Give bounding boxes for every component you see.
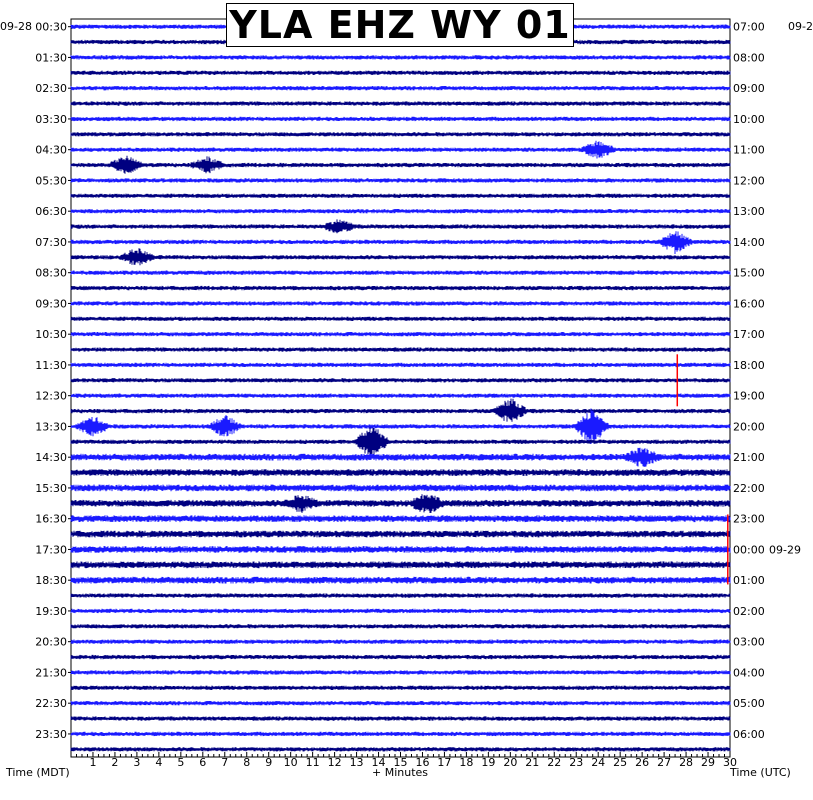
left-time-label: 13:30 <box>35 420 67 434</box>
left-time-label: 09:30 <box>35 297 67 311</box>
right-time-label: 12:00 <box>733 174 765 188</box>
x-tick-label: 19 <box>481 756 496 769</box>
right-time-label: 21:00 <box>733 451 765 465</box>
left-time-label: 17:30 <box>35 543 67 557</box>
left-time-label: 06:30 <box>35 205 67 219</box>
right-time-label: 18:00 <box>733 358 765 372</box>
x-tick-label: 25 <box>613 756 628 769</box>
chart-title: YLA EHZ WY 01 <box>226 3 574 47</box>
x-tick-label: 22 <box>547 756 562 769</box>
x-tick-label: 26 <box>635 756 650 769</box>
x-tick-label: 9 <box>265 756 273 769</box>
left-time-label: 08:30 <box>35 266 67 280</box>
x-tick-label: 7 <box>221 756 229 769</box>
x-tick-label: 16 <box>415 756 430 769</box>
right-time-label: 00:00 <box>733 543 765 557</box>
left-time-label: 00:30 <box>35 20 67 34</box>
left-time-label: 22:30 <box>35 697 67 711</box>
left-time-label: 21:30 <box>35 666 67 680</box>
left-time-label: 20:30 <box>35 635 67 649</box>
left-time-label: 05:30 <box>35 174 67 188</box>
right-time-label: 04:00 <box>733 666 765 680</box>
right-time-labels <box>733 21 801 741</box>
left-time-label: 12:30 <box>35 389 67 403</box>
x-tick-label: 11 <box>305 756 320 769</box>
x-tick-label: 12 <box>327 756 342 769</box>
x-tick-label: 1 <box>89 756 97 769</box>
x-tick-label: 3 <box>133 756 141 769</box>
x-tick-label: 23 <box>569 756 584 769</box>
plot-border <box>71 19 730 757</box>
right-time-label: 23:00 <box>733 512 765 526</box>
left-axis-label: Time (MDT) <box>6 766 70 779</box>
left-time-label: 04:30 <box>35 143 67 157</box>
right-time-label: 14:00 <box>733 235 765 249</box>
right-time-label: 11:00 <box>733 143 765 157</box>
right-time-label: 10:00 <box>733 112 765 126</box>
right-time-label: 01:00 <box>733 574 765 588</box>
left-time-label: 01:30 <box>35 51 67 65</box>
right-axis-label: Time (UTC) <box>730 766 791 779</box>
left-time-label: 14:30 <box>35 451 67 465</box>
x-tick-label: 29 <box>701 756 716 769</box>
left-time-label: 07:30 <box>35 235 67 249</box>
x-tick-label: 18 <box>459 756 474 769</box>
x-tick-label: 4 <box>155 756 163 769</box>
right-time-label: 16:00 <box>733 297 765 311</box>
x-tick-label: 27 <box>657 756 672 769</box>
x-tick-label: 20 <box>503 756 518 769</box>
left-time-label: 19:30 <box>35 604 67 618</box>
seismic-trace-30 <box>71 469 730 476</box>
left-time-label: 03:30 <box>35 112 67 126</box>
x-axis-label: + Minutes <box>372 766 429 779</box>
seismic-trace-35 <box>71 546 730 553</box>
right-time-label: 03:00 <box>733 635 765 649</box>
left-time-labels <box>35 21 71 741</box>
x-tick-label: 17 <box>437 756 452 769</box>
left-time-label: 15:30 <box>35 481 67 495</box>
right-date-change-label: 09-29 <box>769 543 801 557</box>
x-tick-label: 8 <box>243 756 251 769</box>
x-tick-label: 2 <box>111 756 119 769</box>
x-tick-label: 21 <box>525 756 540 769</box>
x-tick-label: 28 <box>679 756 694 769</box>
plot-frame <box>71 19 730 757</box>
right-time-label: 05:00 <box>733 697 765 711</box>
right-time-label: 19:00 <box>733 389 765 403</box>
right-date-label: 09-2 <box>788 20 813 33</box>
right-time-label: 06:00 <box>733 727 765 741</box>
left-time-label: 18:30 <box>35 574 67 588</box>
left-time-label: 23:30 <box>35 727 67 741</box>
right-time-label: 08:00 <box>733 51 765 65</box>
right-time-label: 02:00 <box>733 604 765 618</box>
right-time-label: 07:00 <box>733 20 765 34</box>
left-time-label: 02:30 <box>35 82 67 96</box>
right-time-label: 09:00 <box>733 82 765 96</box>
x-tick-label: 15 <box>393 756 408 769</box>
right-time-label: 20:00 <box>733 420 765 434</box>
x-tick-label: 24 <box>591 756 606 769</box>
x-tick-label: 13 <box>349 756 364 769</box>
right-time-label: 15:00 <box>733 266 765 280</box>
x-tick-label: 14 <box>371 756 386 769</box>
left-time-label: 10:30 <box>35 328 67 342</box>
right-time-label: 22:00 <box>733 481 765 495</box>
x-tick-label: 30 <box>723 756 737 769</box>
x-tick-label: 5 <box>177 756 185 769</box>
x-tick-label: 10 <box>283 756 298 769</box>
right-time-label: 17:00 <box>733 328 765 342</box>
left-date-label: 09-28 <box>0 20 32 33</box>
left-time-label: 16:30 <box>35 512 67 526</box>
right-time-label: 13:00 <box>733 205 765 219</box>
left-time-label: 11:30 <box>35 358 67 372</box>
x-tick-label: 6 <box>199 756 207 769</box>
